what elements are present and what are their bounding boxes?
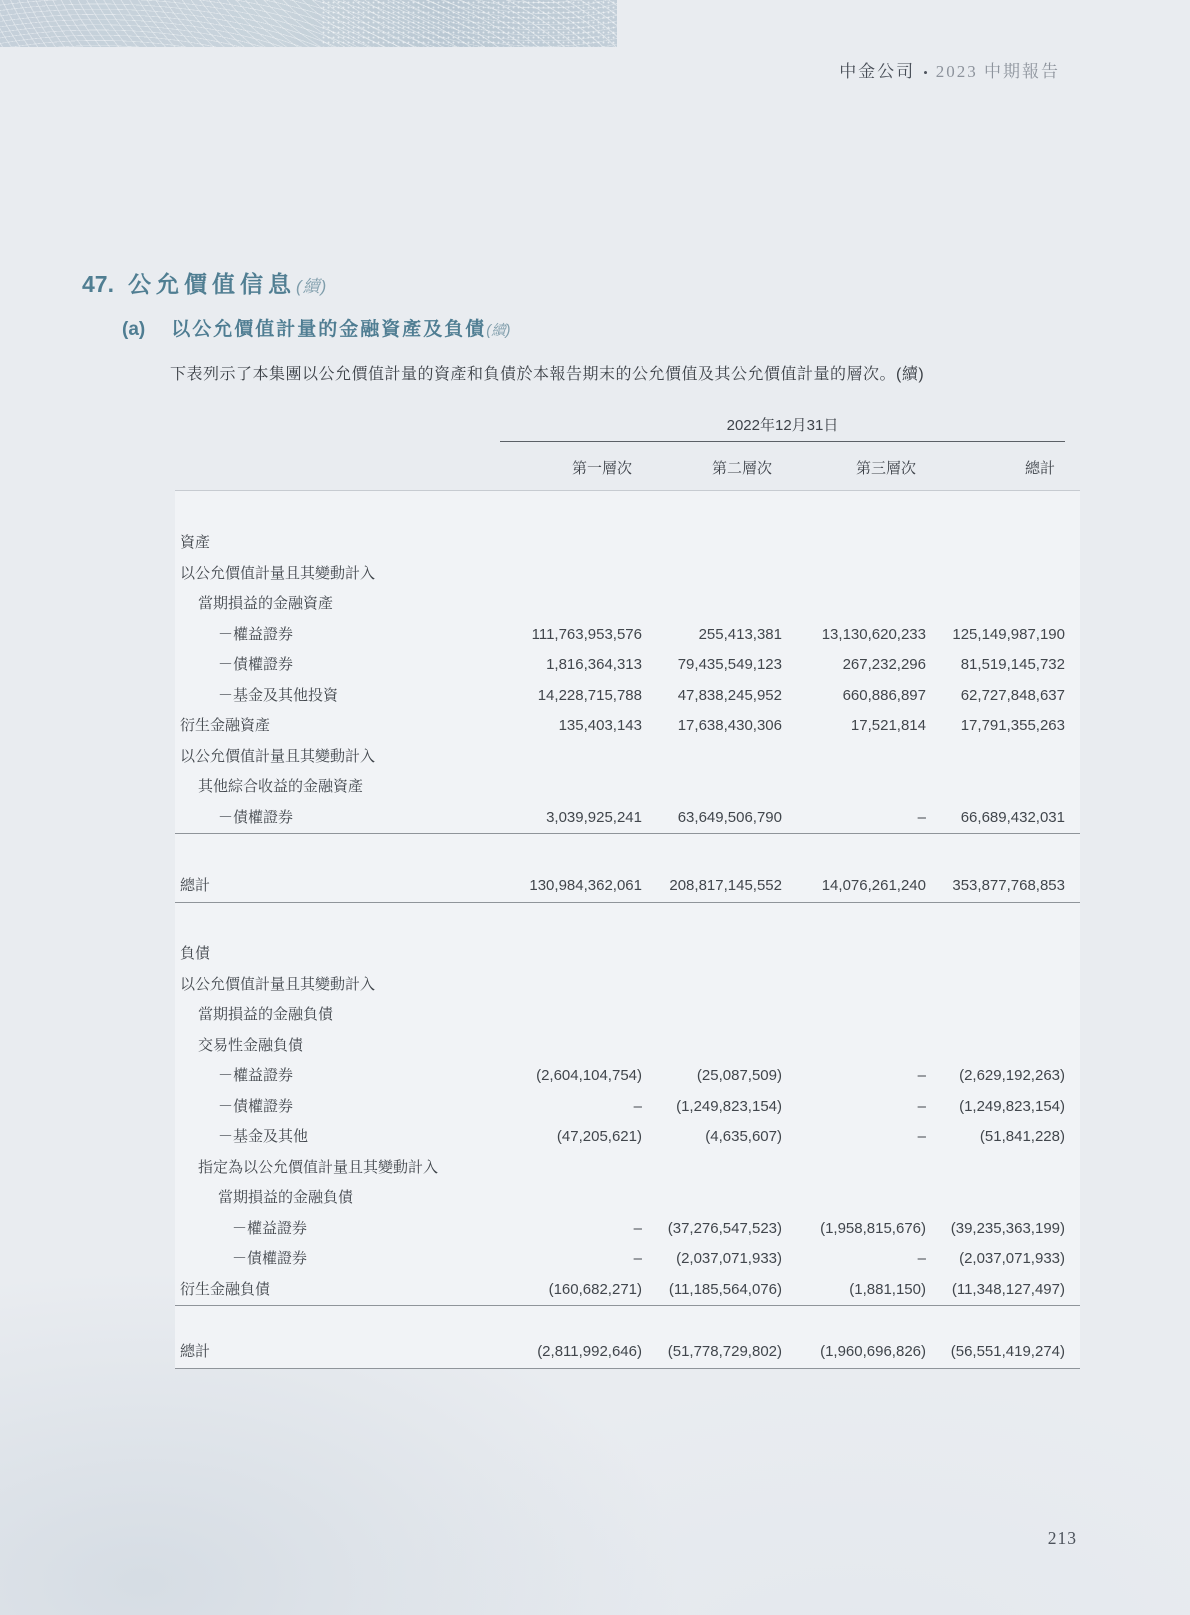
table-row xyxy=(175,1214,1080,1245)
cell-level1: (2,811,992,646) xyxy=(537,1343,642,1360)
table-row-assets-header xyxy=(175,528,1080,559)
row-label: 當期損益的金融負債 xyxy=(218,1189,354,1206)
row-label: 資產 xyxy=(180,534,211,551)
column-header-level2: 第二層次 xyxy=(711,459,772,477)
row-label: 當期損益的金融負債 xyxy=(198,1006,334,1023)
table-row xyxy=(175,742,1080,773)
table-row xyxy=(175,711,1080,742)
table-row xyxy=(175,1275,1080,1306)
table-row xyxy=(175,1153,1080,1184)
row-label: －權益證券 xyxy=(232,1219,308,1237)
cell-level1: – xyxy=(633,1097,642,1115)
cell-level2: (1,249,823,154) xyxy=(676,1097,782,1115)
cell-total: (2,629,192,263) xyxy=(959,1067,1065,1084)
cell-level2: (4,635,607) xyxy=(705,1128,782,1145)
cell-level1: 14,228,715,788 xyxy=(537,686,642,704)
row-label: －債權證券 xyxy=(232,1250,308,1267)
row-label: －債權證券 xyxy=(218,808,294,826)
cell-total: (56,551,419,274) xyxy=(950,1343,1065,1360)
cell-level1: 111,763,953,576 xyxy=(531,625,642,643)
row-label: 交易性金融負債 xyxy=(198,1036,304,1054)
cell-total: (51,841,228) xyxy=(979,1128,1065,1145)
table-row xyxy=(175,970,1080,1001)
running-header xyxy=(839,57,1060,82)
cell-total: (1,249,823,154) xyxy=(959,1097,1065,1115)
cell-level2: 63,649,506,790 xyxy=(677,808,782,826)
section-heading xyxy=(82,266,327,299)
cell-total: 17,791,355,263 xyxy=(960,717,1065,734)
table-row xyxy=(175,1122,1080,1153)
cell-level3: (1,960,696,826) xyxy=(820,1343,926,1360)
cell-level1: 1,816,364,313 xyxy=(546,656,642,673)
cell-total: 353,877,768,853 xyxy=(952,877,1065,894)
row-label: 其他綜合收益的金融資產 xyxy=(198,778,364,795)
cell-level1: – xyxy=(633,1219,642,1237)
table-row xyxy=(175,1092,1080,1123)
cell-level2: 79,435,549,123 xyxy=(677,656,782,673)
cell-level3: – xyxy=(917,1250,926,1267)
table-row xyxy=(175,1031,1080,1062)
row-label: －基金及其他 xyxy=(218,1128,309,1145)
report-title: 2023 中期報告 xyxy=(935,62,1060,81)
row-label: －權益證券 xyxy=(218,1067,294,1084)
table-row xyxy=(175,1183,1080,1214)
subsection-continued-mark: (續) xyxy=(486,323,511,339)
subsection-heading xyxy=(122,314,510,341)
cell-level2: 47,838,245,952 xyxy=(677,686,782,704)
cell-level2: (51,778,729,802) xyxy=(667,1343,782,1360)
table-row-liabilities-header xyxy=(175,939,1080,970)
page-number: 213 xyxy=(1047,1528,1077,1548)
cell-level3: (1,881,150) xyxy=(849,1280,926,1298)
cell-level3: – xyxy=(917,808,926,826)
table-rule xyxy=(175,1368,1080,1369)
cell-level1: (2,604,104,754) xyxy=(536,1067,642,1084)
table-row xyxy=(175,559,1080,590)
cell-total: 81,519,145,732 xyxy=(960,656,1065,673)
row-label: －基金及其他投資 xyxy=(218,686,339,704)
table-row xyxy=(175,681,1080,712)
cell-level2: 208,817,145,552 xyxy=(669,877,782,894)
section-number: 47. xyxy=(82,271,114,297)
subsection-label: (a) xyxy=(122,319,146,340)
table-row-assets-total xyxy=(175,870,1080,902)
row-label: 以公允價值計量且其變動計入 xyxy=(180,975,376,993)
row-label: 當期損益的金融資產 xyxy=(198,595,334,612)
table-row-liabilities-total xyxy=(175,1336,1080,1368)
column-header-level1: 第一層次 xyxy=(571,459,632,477)
section-title: 公允價值信息 xyxy=(127,271,296,297)
table-row xyxy=(175,772,1080,803)
row-label: 總計 xyxy=(180,877,211,894)
row-label: 衍生金融資產 xyxy=(180,717,271,734)
cell-total: 125,149,987,190 xyxy=(952,625,1065,643)
cell-level3: 17,521,814 xyxy=(850,717,926,734)
column-header-level3: 第三層次 xyxy=(855,459,916,477)
cell-level2: 255,413,381 xyxy=(698,625,782,643)
fair-value-table xyxy=(175,490,1080,1369)
subsection-title: 以公允價值計量的金融資產及負債 xyxy=(171,319,487,340)
cell-total: (39,235,363,199) xyxy=(950,1219,1065,1237)
cell-level1: 130,984,362,061 xyxy=(529,877,642,894)
cell-level1: – xyxy=(633,1250,642,1267)
row-label: 衍生金融負債 xyxy=(180,1280,271,1298)
cell-level3: 660,886,897 xyxy=(842,686,926,704)
cell-level3: 14,076,261,240 xyxy=(821,877,926,894)
row-label: 指定為以公允價值計量且其變動計入 xyxy=(198,1158,439,1176)
cell-level3: 267,232,296 xyxy=(842,656,926,673)
table-row xyxy=(175,1061,1080,1092)
cell-level3: 13,130,620,233 xyxy=(821,625,926,643)
cell-level2: 17,638,430,306 xyxy=(677,717,782,734)
cell-level2: (2,037,071,933) xyxy=(676,1250,782,1267)
cell-total: 66,689,432,031 xyxy=(960,808,1065,826)
table-date-header: 2022年12月31日 xyxy=(726,417,839,434)
cell-total: 62,727,848,637 xyxy=(960,686,1065,704)
row-label: 以公允價值計量且其變動計入 xyxy=(180,564,376,582)
cell-level2: (11,185,564,076) xyxy=(668,1280,782,1298)
cell-level1: (47,205,621) xyxy=(556,1128,642,1145)
cell-level3: – xyxy=(917,1097,926,1115)
cell-level1: 135,403,143 xyxy=(558,717,642,734)
cell-total: (2,037,071,933) xyxy=(959,1250,1065,1267)
decorative-banner xyxy=(0,0,617,47)
row-label: 以公允價值計量且其變動計入 xyxy=(180,747,376,765)
row-label: 總計 xyxy=(180,1343,211,1360)
table-row xyxy=(175,650,1080,681)
table-spacer xyxy=(175,903,1080,939)
row-label: －債權證券 xyxy=(218,1097,294,1115)
table-row xyxy=(175,1244,1080,1275)
table-row xyxy=(175,1000,1080,1031)
cell-level3: – xyxy=(917,1067,926,1084)
row-label: 負債 xyxy=(180,945,211,962)
table-row xyxy=(175,589,1080,620)
table-row xyxy=(175,803,1080,834)
company-name: 中金公司 xyxy=(839,62,916,81)
cell-level3: (1,958,815,676) xyxy=(820,1219,926,1237)
cell-total: (11,348,127,497) xyxy=(951,1280,1065,1298)
separator-dot: • xyxy=(923,65,928,80)
table-spacer xyxy=(175,1306,1080,1336)
table-date-underline xyxy=(500,441,1065,442)
intro-paragraph: 下表列示了本集團以公允價值計量的資產和負債於本報告期末的公允價值及其公允價值計量的層次。(續) xyxy=(170,366,925,383)
cell-level2: (25,087,509) xyxy=(696,1067,782,1084)
row-label: －權益證券 xyxy=(218,625,294,643)
table-column-headers xyxy=(175,453,1070,481)
table-spacer xyxy=(175,834,1080,870)
column-header-total: 總計 xyxy=(1024,459,1055,477)
cell-level2: (37,276,547,523) xyxy=(667,1219,782,1237)
section-continued-mark: (續) xyxy=(295,277,328,296)
row-label: －債權證券 xyxy=(218,656,294,673)
table-row xyxy=(175,620,1080,651)
cell-level1: (160,682,271) xyxy=(548,1280,642,1298)
cell-level1: 3,039,925,241 xyxy=(546,808,642,826)
cell-level3: – xyxy=(917,1128,926,1145)
